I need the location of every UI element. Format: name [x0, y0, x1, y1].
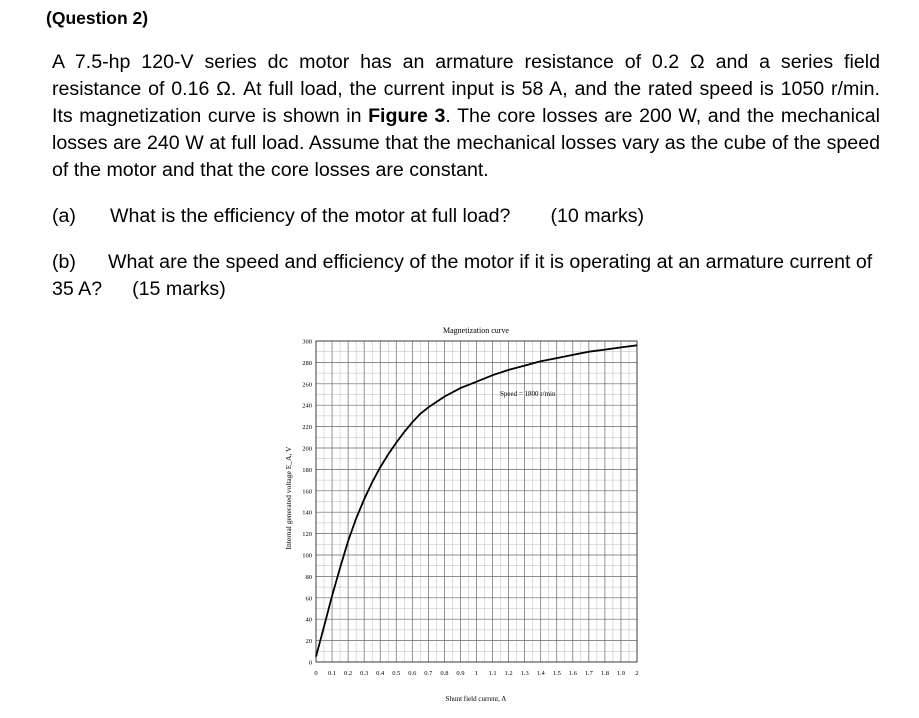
y-tick-label: 60 — [305, 595, 312, 603]
x-tick-label: 1.1 — [488, 670, 497, 677]
y-tick-label: 200 — [302, 445, 312, 453]
x-tick-label: 0.5 — [392, 670, 401, 677]
x-tick-label: 1.3 — [520, 670, 529, 677]
question-body-text-2: . The core losses are 200 W, and the mechanical losses are 240 W at full load. Assume that the mechanical losses vary as the cube of the speed of the motor and that the core losses are constant. — [52, 105, 880, 181]
x-tick-label: 1.5 — [552, 670, 561, 677]
y-tick-label: 100 — [302, 552, 312, 560]
y-axis-label: Internal generated voltage E_A, V — [284, 446, 293, 550]
part-b-marks: (15 marks) — [132, 278, 226, 300]
x-tick-label: 1.9 — [616, 670, 626, 677]
x-tick-label: 0.7 — [424, 670, 433, 677]
x-tick-label: 0.8 — [440, 670, 449, 677]
x-tick-label: 1.2 — [504, 670, 513, 677]
chart-title: Magnetization curve — [443, 326, 509, 335]
y-tick-label: 260 — [302, 381, 312, 389]
x-tick-label: 0 — [314, 670, 318, 677]
y-tick-label: 240 — [302, 402, 312, 410]
x-tick-label: 0.1 — [327, 670, 337, 677]
curve-annotation: Speed = 1800 r/min — [500, 390, 556, 398]
x-tick-label: 1.4 — [536, 670, 545, 677]
y-tick-label: 20 — [305, 638, 312, 646]
x-tick-label: 2 — [635, 670, 639, 677]
x-tick-label: 0.4 — [376, 670, 385, 677]
x-axis-label: Shunt field current, A — [445, 695, 507, 703]
x-tick-label: 1.6 — [568, 670, 577, 677]
figure-reference: Figure 3 — [368, 105, 446, 127]
y-tick-label: 180 — [302, 466, 312, 474]
x-tick-label: 0.9 — [456, 670, 465, 677]
y-tick-label: 280 — [302, 359, 312, 367]
y-tick-label: 300 — [302, 338, 312, 346]
y-tick-label: 0 — [308, 659, 312, 667]
x-tick-label: 1 — [474, 670, 479, 677]
question-body-text-1: A 7.5-hp 120-V series dc motor has an armature resistance of 0.2 Ω and a series field resistance of 0.16 Ω. At full load, the current input is 58 A, and the rated speed is 1050 r/min. Its magnetization curve is shown in — [52, 51, 880, 127]
y-tick-label: 40 — [305, 616, 312, 624]
part-a-label: (a) — [52, 205, 76, 227]
y-tick-label: 160 — [302, 488, 312, 496]
part-a-marks: (10 marks) — [550, 205, 645, 227]
y-tick-label: 220 — [302, 424, 312, 432]
part-b-text: What are the speed and efficiency of the motor if it is operating at an armature current of 35 A? — [52, 251, 873, 300]
x-tick-label: 1.8 — [600, 670, 609, 677]
x-tick-label: 0.6 — [408, 670, 417, 677]
x-tick-label: 0.2 — [344, 670, 353, 677]
x-tick-label: 0.3 — [360, 670, 369, 677]
x-tick-label: 1.7 — [584, 670, 593, 677]
part-b-label: (b) — [52, 251, 76, 273]
question-heading: (Question 2) — [46, 8, 149, 28]
y-tick-label: 80 — [305, 573, 312, 581]
x-axis-ticks — [314, 670, 638, 677]
part-a-text: What is the efficiency of the motor at full load? — [110, 205, 511, 227]
y-tick-label: 120 — [302, 531, 312, 539]
y-axis-ticks — [302, 339, 312, 667]
y-tick-label: 140 — [302, 509, 312, 517]
